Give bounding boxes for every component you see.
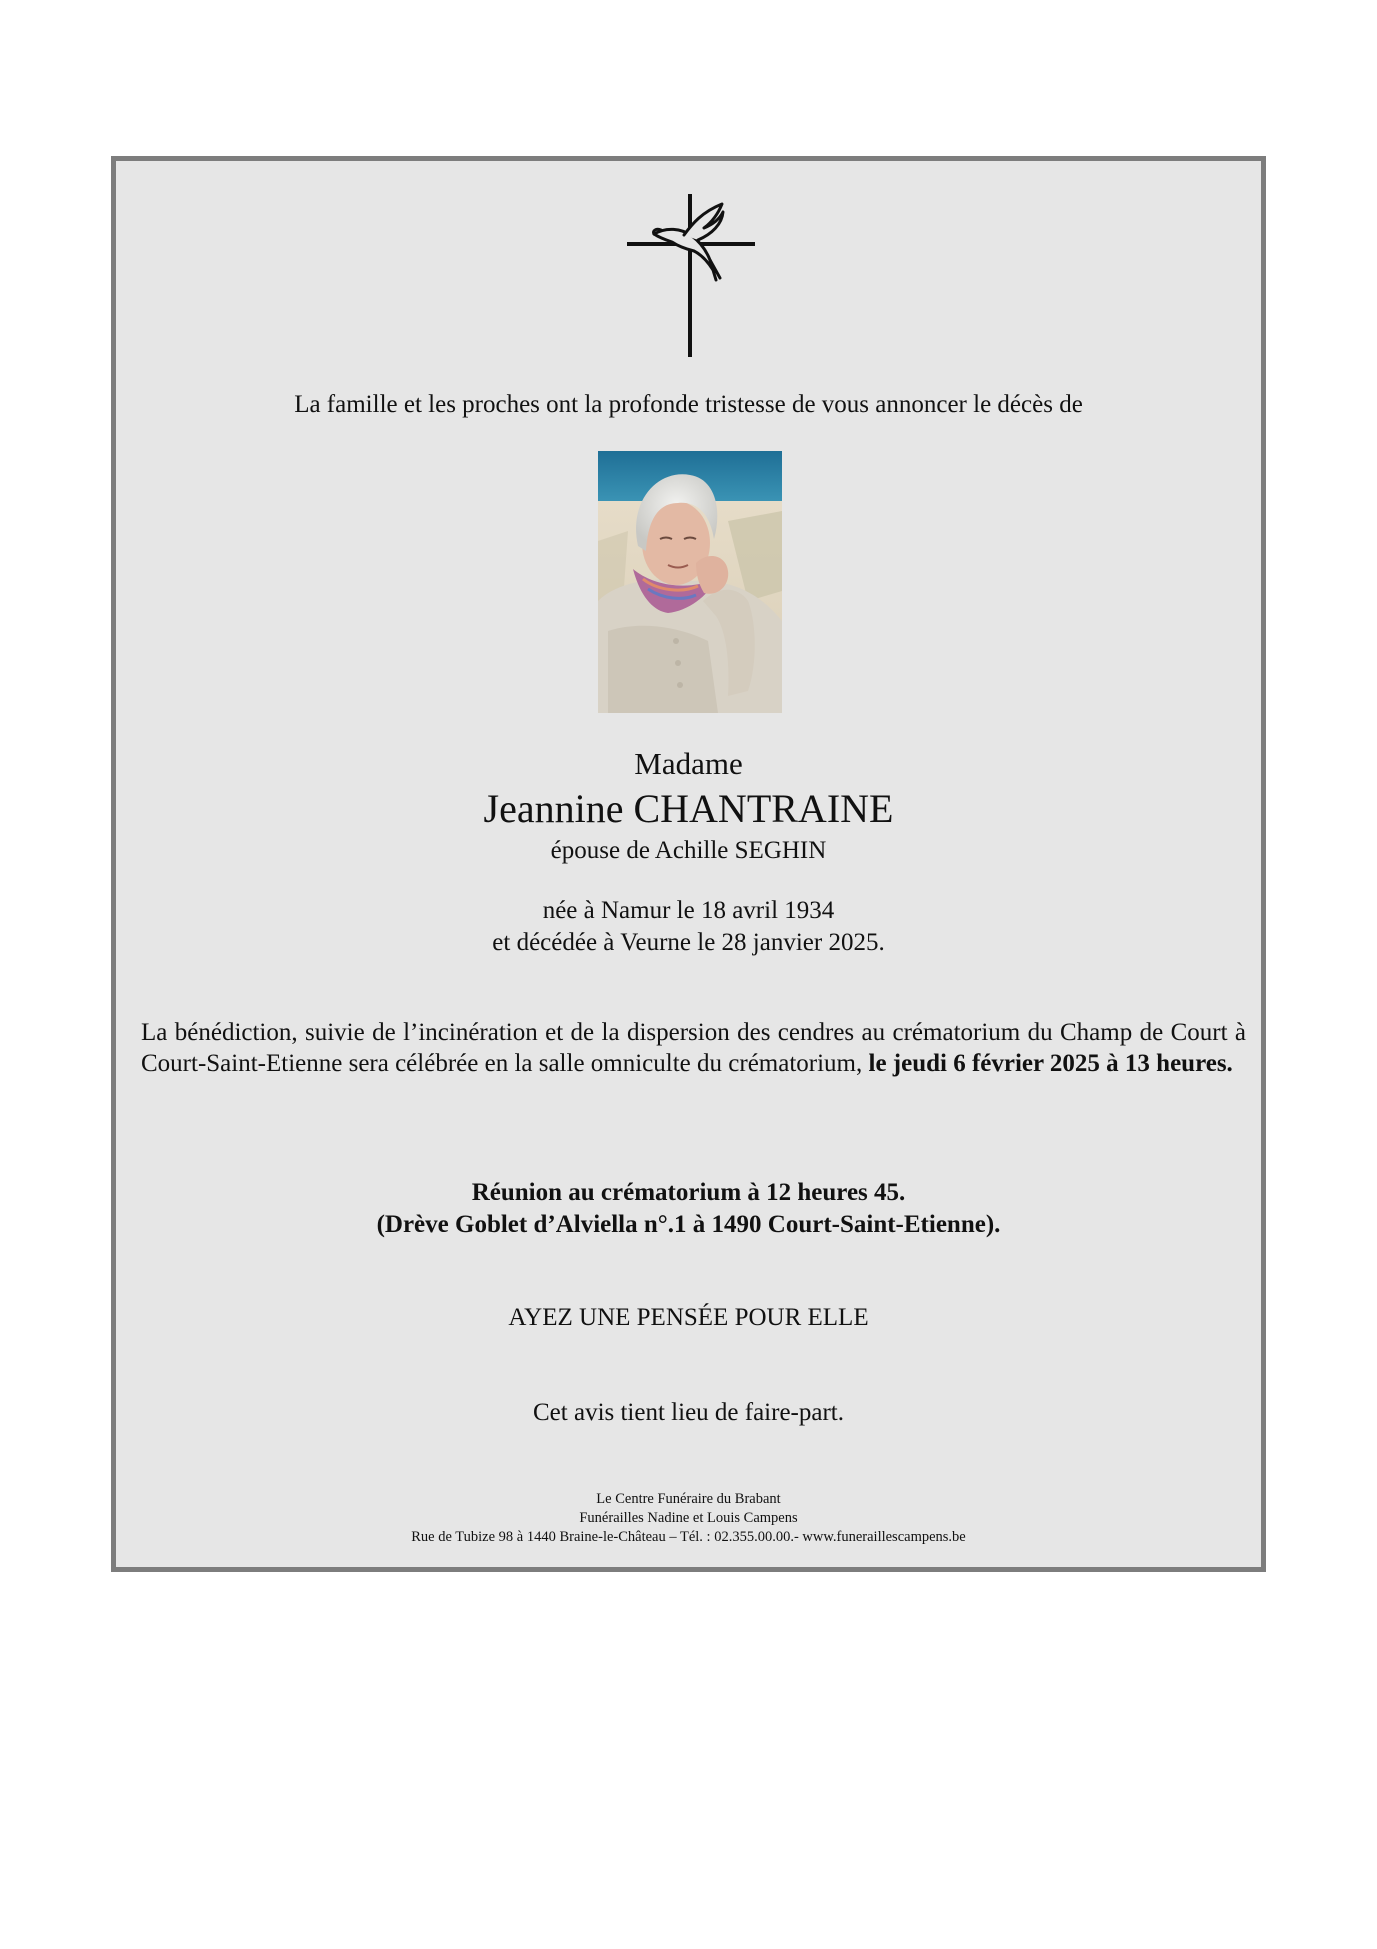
footer-contact: Rue de Tubize 98 à 1440 Braine-le-Château – Tél. : 02.355.00.00.- www.funeraillescampens.be xyxy=(411,1529,966,1545)
death-line: et décédée à Veurne le 28 janvier 2025. xyxy=(492,929,885,956)
portrait-photo xyxy=(598,451,782,713)
ceremony-text: La bénédiction, suivie de l’incinération et de la dispersion des cendres au crématorium du Champ de Court à Court-Saint-Etienne sera célébrée en la salle omniculte du crématorium, xyxy=(141,1019,1246,1077)
person-title: Madame xyxy=(634,746,743,781)
intro-text: La famille et les proches ont la profonde tristesse de vous annoncer le décès de xyxy=(294,391,1083,418)
meeting-address: (Drève Goblet d’Alviella n°.1 à 1490 Court-Saint-Etienne). xyxy=(376,1211,1001,1238)
ceremony-date: le jeudi 6 février 2025 à 13 heures. xyxy=(868,1050,1233,1077)
footer-company: Le Centre Funéraire du Brabant xyxy=(596,1491,781,1507)
obituary-card xyxy=(111,156,1266,1572)
meeting-time: Réunion au crématorium à 12 heures 45. xyxy=(471,1179,906,1206)
spouse-line: épouse de Achille SEGHIN xyxy=(550,837,827,864)
footer-subtitle: Funérailles Nadine et Louis Campens xyxy=(579,1510,798,1526)
birth-line: née à Namur le 18 avril 1934 xyxy=(542,897,835,924)
closing-notice: Cet avis tient lieu de faire-part. xyxy=(533,1399,844,1426)
cross-with-dove-icon xyxy=(626,194,756,359)
ceremony-paragraph xyxy=(141,1017,1246,1079)
person-name: Jeannine CHANTRAINE xyxy=(483,786,894,831)
closing-thought: AYEZ UNE PENSÉE POUR ELLE xyxy=(508,1304,869,1331)
